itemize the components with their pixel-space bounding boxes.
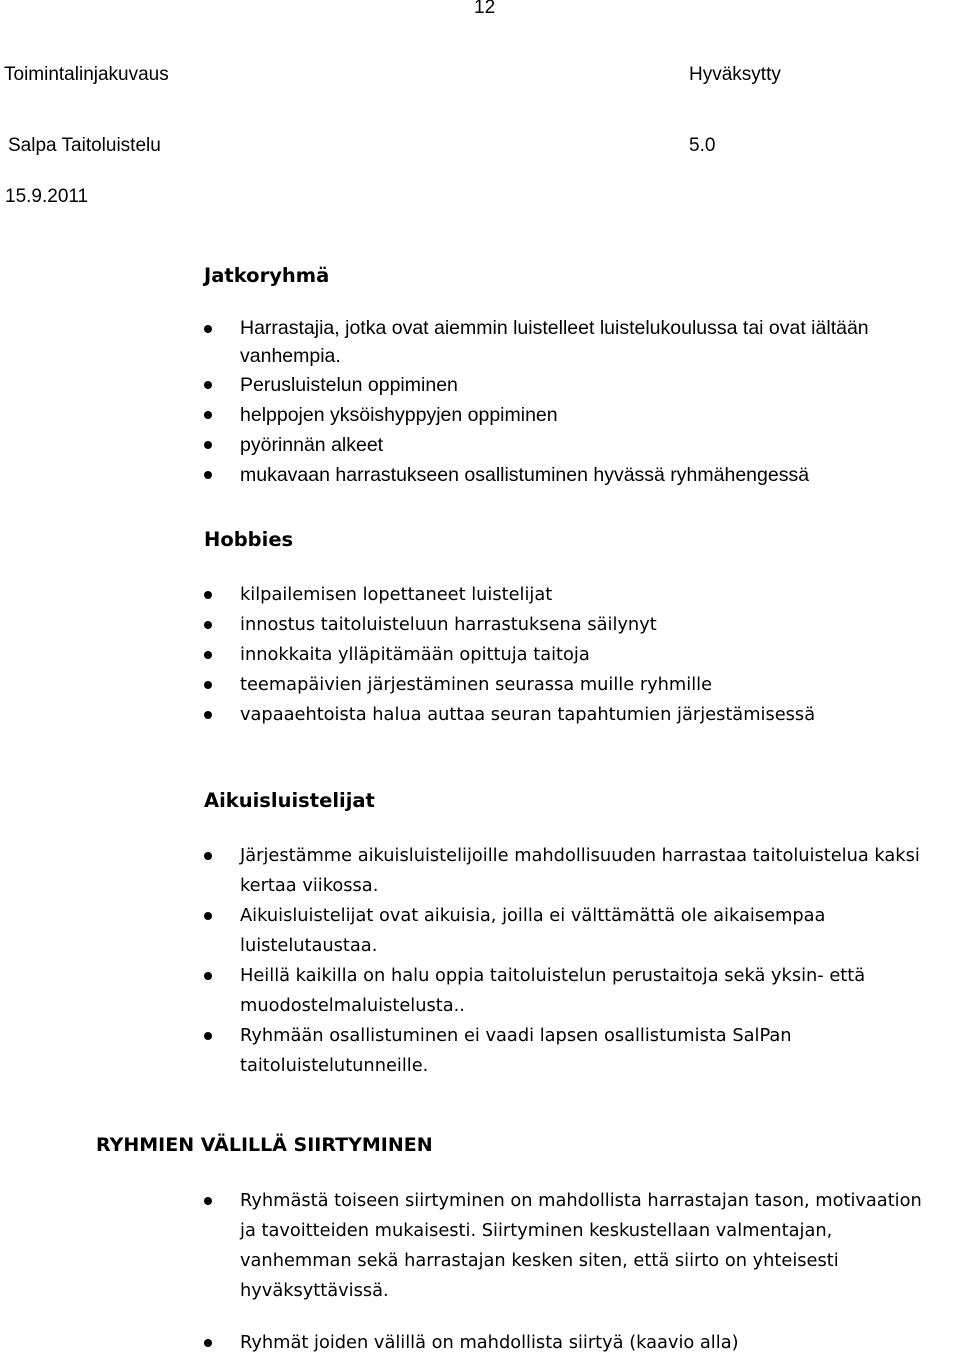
bullet-icon: [204, 591, 212, 599]
hobbies-list: [0, 580, 960, 730]
document-type: Toimintalinjakuvaus: [4, 64, 169, 85]
section-title-siirtyminen: RYHMIEN VÄLILLÄ SIIRTYMINEN: [96, 1134, 433, 1156]
version-number: 5.0: [689, 135, 716, 156]
bullet-icon: [204, 972, 212, 980]
approval-status: Hyväksytty: [689, 64, 781, 85]
list-item: Ryhmästä toiseen siirtyminen on mahdollista harrastajan tason, motivaation ja tavoitteiden mukaisesti. Siirtyminen keskustellaan valmentajan, vanhemman sekä harrastajan kesken siten, että siirto on yhteisesti hyväksyttävissä.: [0, 1186, 960, 1306]
list-item: kilpailemisen lopettaneet luistelijat: [0, 580, 960, 610]
list-item: Harrastajia, jotka ovat aiemmin luistelleet luistelukoulussa tai ovat iältään vanhempia.: [0, 314, 960, 370]
jatkoryhma-list: [0, 314, 960, 490]
list-item: Ryhmät joiden välillä on mahdollista siirtyä (kaavio alla): [0, 1328, 960, 1358]
bullet-icon: [204, 471, 212, 479]
bullet-icon: [204, 1032, 212, 1040]
list-item: vapaaehtoista halua auttaa seuran tapahtumien järjestämisessä: [0, 700, 960, 730]
bullet-icon: [204, 1197, 212, 1205]
bullet-icon: [204, 411, 212, 419]
siirtyminen-list: [0, 1186, 960, 1358]
bullet-icon: [204, 681, 212, 689]
organization-name: Salpa Taitoluistelu: [8, 135, 161, 156]
list-item: innostus taitoluisteluun harrastuksena säilynyt: [0, 610, 960, 640]
bullet-icon: [204, 381, 212, 389]
bullet-icon: [204, 711, 212, 719]
list-item: innokkaita ylläpitämään opittuja taitoja: [0, 640, 960, 670]
bullet-icon: [204, 912, 212, 920]
list-item: Heillä kaikilla on halu oppia taitoluistelun perustaitoja sekä yksin- että muodostelmaluistelusta..: [0, 961, 960, 1021]
bullet-icon: [204, 651, 212, 659]
bullet-icon: [204, 852, 212, 860]
aikuisluistelijat-list: [0, 841, 960, 1081]
list-item: pyörinnän alkeet: [0, 430, 960, 460]
bullet-icon: [204, 621, 212, 629]
section-title-aikuisluistelijat: Aikuisluistelijat: [204, 789, 375, 812]
list-item: Aikuisluistelijat ovat aikuisia, joilla ei välttämättä ole aikaisempaa luistelutaustaa.: [0, 901, 960, 961]
list-item: helppojen yksöishyppyjen oppiminen: [0, 400, 960, 430]
document-date: 15.9.2011: [5, 186, 89, 207]
section-title-jatkoryhma: Jatkoryhmä: [204, 264, 330, 287]
section-title-hobbies: Hobbies: [204, 528, 294, 551]
list-item: Järjestämme aikuisluistelijoille mahdollisuuden harrastaa taitoluistelua kaksi kertaa viikossa.: [0, 841, 960, 901]
bullet-icon: [204, 1339, 212, 1347]
list-item: Perusluistelun oppiminen: [0, 370, 960, 400]
list-item: Ryhmään osallistuminen ei vaadi lapsen osallistumista SalPan taitoluistelutunneille.: [0, 1021, 960, 1081]
list-item: mukavaan harrastukseen osallistuminen hyvässä ryhmähengessä: [0, 460, 960, 490]
page-number: 12: [474, 0, 496, 18]
list-item: teemapäivien järjestäminen seurassa muille ryhmille: [0, 670, 960, 700]
bullet-icon: [204, 325, 212, 333]
bullet-icon: [204, 441, 212, 449]
